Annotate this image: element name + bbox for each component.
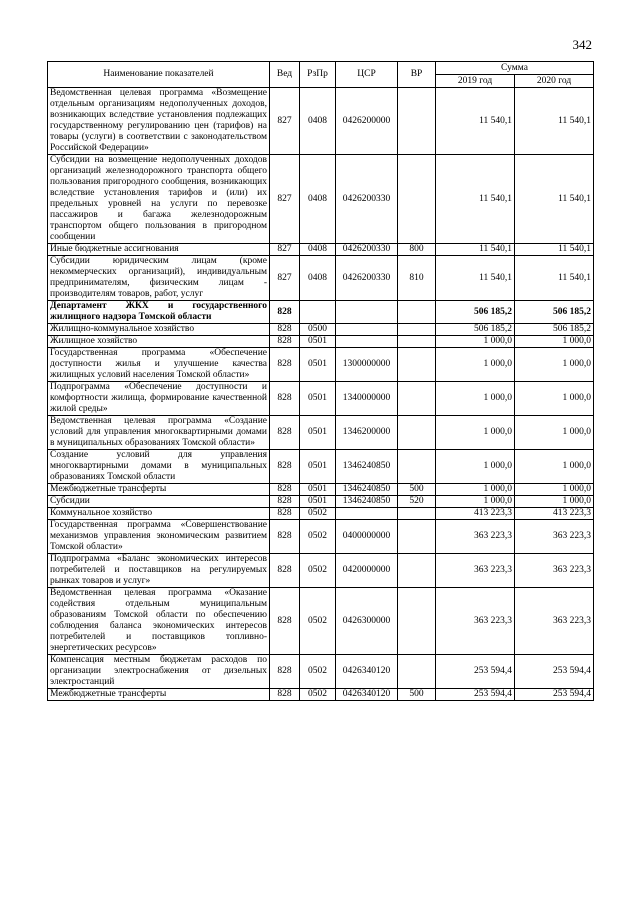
row-rzpr: 0501 — [300, 450, 336, 484]
row-sum-2020: 253 594,4 — [515, 655, 594, 689]
row-vr — [398, 348, 436, 382]
row-ved: 827 — [270, 88, 300, 155]
row-sum-2020: 363 223,3 — [515, 588, 594, 655]
table-row — [48, 256, 594, 301]
row-rzpr: 0408 — [300, 155, 336, 244]
row-csr — [336, 324, 398, 336]
table-row — [48, 348, 594, 382]
row-vr — [398, 508, 436, 520]
row-sum-2020: 506 185,2 — [515, 324, 594, 336]
row-rzpr: 0502 — [300, 520, 336, 554]
row-csr — [336, 301, 398, 324]
row-rzpr — [300, 301, 336, 324]
table-row — [48, 301, 594, 324]
row-rzpr: 0500 — [300, 324, 336, 336]
table-row — [48, 554, 594, 588]
row-vr — [398, 382, 436, 416]
row-csr — [336, 508, 398, 520]
row-name: Жилищное хозяйство — [48, 336, 270, 348]
row-vr — [398, 336, 436, 348]
row-vr — [398, 88, 436, 155]
row-name: Государственная программа «Совершенствование механизмов управления экономическим развитием Томской области» — [48, 520, 270, 554]
row-ved: 828 — [270, 336, 300, 348]
row-rzpr: 0502 — [300, 554, 336, 588]
row-sum-2019: 506 185,2 — [436, 301, 515, 324]
row-rzpr: 0408 — [300, 256, 336, 301]
row-vr — [398, 655, 436, 689]
row-vr — [398, 588, 436, 655]
header-vr: ВР — [398, 62, 436, 88]
table-row — [48, 655, 594, 689]
row-vr: 810 — [398, 256, 436, 301]
row-name: Ведомственная целевая программа «Оказание содействия отдельным муниципальным образованиям Томской области по обеспечению соблюдения баланса экономических интересов потребителей и поставщиков топливно-энергетических ресурсов» — [48, 588, 270, 655]
row-sum-2020: 11 540,1 — [515, 244, 594, 256]
row-rzpr: 0502 — [300, 655, 336, 689]
row-ved: 827 — [270, 256, 300, 301]
row-csr: 0426200000 — [336, 88, 398, 155]
row-sum-2019: 363 223,3 — [436, 588, 515, 655]
header-name: Наименование показателей — [48, 62, 270, 88]
row-name: Государственная программа «Обеспечение доступности жилья и улучшение качества жилищных условий населения Томской области» — [48, 348, 270, 382]
row-sum-2019: 11 540,1 — [436, 155, 515, 244]
row-name: Межбюджетные трансферты — [48, 484, 270, 496]
table-row — [48, 155, 594, 244]
row-ved: 828 — [270, 416, 300, 450]
row-sum-2020: 253 594,4 — [515, 689, 594, 701]
row-name: Коммунальное хозяйство — [48, 508, 270, 520]
row-rzpr: 0501 — [300, 496, 336, 508]
row-sum-2019: 506 185,2 — [436, 324, 515, 336]
row-sum-2020: 1 000,0 — [515, 336, 594, 348]
row-csr: 0426200330 — [336, 155, 398, 244]
row-vr: 800 — [398, 244, 436, 256]
row-ved: 828 — [270, 324, 300, 336]
row-name: Иные бюджетные ассигнования — [48, 244, 270, 256]
header-csr: ЦСР — [336, 62, 398, 88]
row-sum-2019: 1 000,0 — [436, 450, 515, 484]
header-year-2020: 2020 год — [515, 75, 594, 88]
row-sum-2020: 506 185,2 — [515, 301, 594, 324]
row-ved: 828 — [270, 689, 300, 701]
row-csr — [336, 336, 398, 348]
row-rzpr: 0501 — [300, 348, 336, 382]
row-csr: 0426200330 — [336, 244, 398, 256]
row-ved: 828 — [270, 382, 300, 416]
row-csr: 0420000000 — [336, 554, 398, 588]
table-row — [48, 336, 594, 348]
row-sum-2020: 1 000,0 — [515, 348, 594, 382]
row-name: Субсидии — [48, 496, 270, 508]
row-sum-2020: 1 000,0 — [515, 382, 594, 416]
row-sum-2020: 1 000,0 — [515, 450, 594, 484]
row-ved: 828 — [270, 496, 300, 508]
row-rzpr: 0501 — [300, 336, 336, 348]
row-ved: 828 — [270, 520, 300, 554]
row-sum-2019: 1 000,0 — [436, 416, 515, 450]
row-name: Субсидии на возмещение недополученных доходов организаций железнодорожного транспорта общего пользования пригородного сообщения, возникающих вследствие установления тарифов и (или) их предельных уровней на услуги по перевозке пассажиров и багажа железнодорожным транспортом общего пользования в пригородном сообщении — [48, 155, 270, 244]
row-vr — [398, 301, 436, 324]
header-sum: Сумма — [436, 62, 594, 75]
row-csr: 0426340120 — [336, 655, 398, 689]
table-row — [48, 416, 594, 450]
row-csr: 1346240850 — [336, 484, 398, 496]
row-sum-2019: 363 223,3 — [436, 520, 515, 554]
table-row — [48, 508, 594, 520]
row-ved: 828 — [270, 655, 300, 689]
table-row — [48, 689, 594, 701]
row-csr: 1346240850 — [336, 450, 398, 484]
row-rzpr: 0501 — [300, 416, 336, 450]
row-name: Департамент ЖКХ и государственного жилищного надзора Томской области — [48, 301, 270, 324]
table-row — [48, 324, 594, 336]
row-sum-2019: 253 594,4 — [436, 655, 515, 689]
row-sum-2019: 1 000,0 — [436, 348, 515, 382]
row-sum-2020: 1 000,0 — [515, 484, 594, 496]
header-year-2019: 2019 год — [436, 75, 515, 88]
table-row — [48, 88, 594, 155]
row-name: Субсидии юридическим лицам (кроме некоммерческих организаций), индивидуальным предпринимателям, физическим лицам - производителям товаров, работ, услуг — [48, 256, 270, 301]
table-row — [48, 588, 594, 655]
row-name: Ведомственная целевая программа «Возмещение отдельным организациям недополученных доходов, возникающих вследствие установления подлежащих государственному регулированию цен (тарифов) на товары (услуги) в соответствии с законодательством Российской Федерации» — [48, 88, 270, 155]
row-vr: 500 — [398, 689, 436, 701]
row-sum-2020: 413 223,3 — [515, 508, 594, 520]
row-name: Ведомственная целевая программа «Создание условий для управления многоквартирными домами в муниципальных образованиях Томской области» — [48, 416, 270, 450]
row-ved: 828 — [270, 348, 300, 382]
row-rzpr: 0501 — [300, 484, 336, 496]
row-sum-2019: 253 594,4 — [436, 689, 515, 701]
row-vr — [398, 520, 436, 554]
row-sum-2020: 363 223,3 — [515, 520, 594, 554]
row-rzpr: 0502 — [300, 588, 336, 655]
row-ved: 828 — [270, 508, 300, 520]
row-rzpr: 0408 — [300, 244, 336, 256]
row-ved: 827 — [270, 155, 300, 244]
row-ved: 828 — [270, 588, 300, 655]
row-sum-2019: 1 000,0 — [436, 496, 515, 508]
row-name: Межбюджетные трансферты — [48, 689, 270, 701]
row-ved: 827 — [270, 244, 300, 256]
table-row — [48, 382, 594, 416]
row-csr: 1346200000 — [336, 416, 398, 450]
row-sum-2019: 11 540,1 — [436, 244, 515, 256]
row-sum-2019: 11 540,1 — [436, 88, 515, 155]
row-csr: 1346240850 — [336, 496, 398, 508]
row-vr — [398, 324, 436, 336]
row-name: Жилищно-коммунальное хозяйство — [48, 324, 270, 336]
row-sum-2020: 363 223,3 — [515, 554, 594, 588]
row-rzpr: 0502 — [300, 689, 336, 701]
row-sum-2019: 363 223,3 — [436, 554, 515, 588]
row-vr — [398, 155, 436, 244]
row-sum-2020: 11 540,1 — [515, 88, 594, 155]
row-csr: 0426300000 — [336, 588, 398, 655]
row-sum-2019: 1 000,0 — [436, 336, 515, 348]
row-ved: 828 — [270, 301, 300, 324]
row-rzpr: 0408 — [300, 88, 336, 155]
row-csr: 1340000000 — [336, 382, 398, 416]
row-sum-2020: 1 000,0 — [515, 416, 594, 450]
row-vr — [398, 554, 436, 588]
row-csr: 1300000000 — [336, 348, 398, 382]
row-sum-2019: 413 223,3 — [436, 508, 515, 520]
table-row — [48, 244, 594, 256]
table-row — [48, 496, 594, 508]
row-csr: 0426200330 — [336, 256, 398, 301]
row-csr: 0426340120 — [336, 689, 398, 701]
row-name: Компенсация местным бюджетам расходов по организации электроснабжения от дизельных электростанций — [48, 655, 270, 689]
row-sum-2019: 1 000,0 — [436, 382, 515, 416]
row-vr: 500 — [398, 484, 436, 496]
row-sum-2020: 11 540,1 — [515, 256, 594, 301]
table-row — [48, 520, 594, 554]
row-rzpr: 0501 — [300, 382, 336, 416]
row-csr: 0400000000 — [336, 520, 398, 554]
row-name: Создание условий для управления многоквартирными домами в муниципальных образованиях Томской области — [48, 450, 270, 484]
row-ved: 828 — [270, 450, 300, 484]
table-row — [48, 450, 594, 484]
row-name: Подпрограмма «Баланс экономических интересов потребителей и поставщиков на регулируемых рынках товаров и услуг» — [48, 554, 270, 588]
row-sum-2019: 1 000,0 — [436, 484, 515, 496]
row-sum-2020: 11 540,1 — [515, 155, 594, 244]
row-vr: 520 — [398, 496, 436, 508]
header-rzpr: РзПр — [300, 62, 336, 88]
row-ved: 828 — [270, 554, 300, 588]
row-rzpr: 0502 — [300, 508, 336, 520]
row-vr — [398, 450, 436, 484]
row-sum-2020: 1 000,0 — [515, 496, 594, 508]
table-row — [48, 484, 594, 496]
row-ved: 828 — [270, 484, 300, 496]
row-sum-2019: 11 540,1 — [436, 256, 515, 301]
row-vr — [398, 416, 436, 450]
row-name: Подпрограмма «Обеспечение доступности и комфортности жилища, формирование качественной жилой среды» — [48, 382, 270, 416]
page-number: 342 — [572, 37, 592, 52]
budget-table — [47, 61, 594, 701]
header-ved: Вед — [270, 62, 300, 88]
